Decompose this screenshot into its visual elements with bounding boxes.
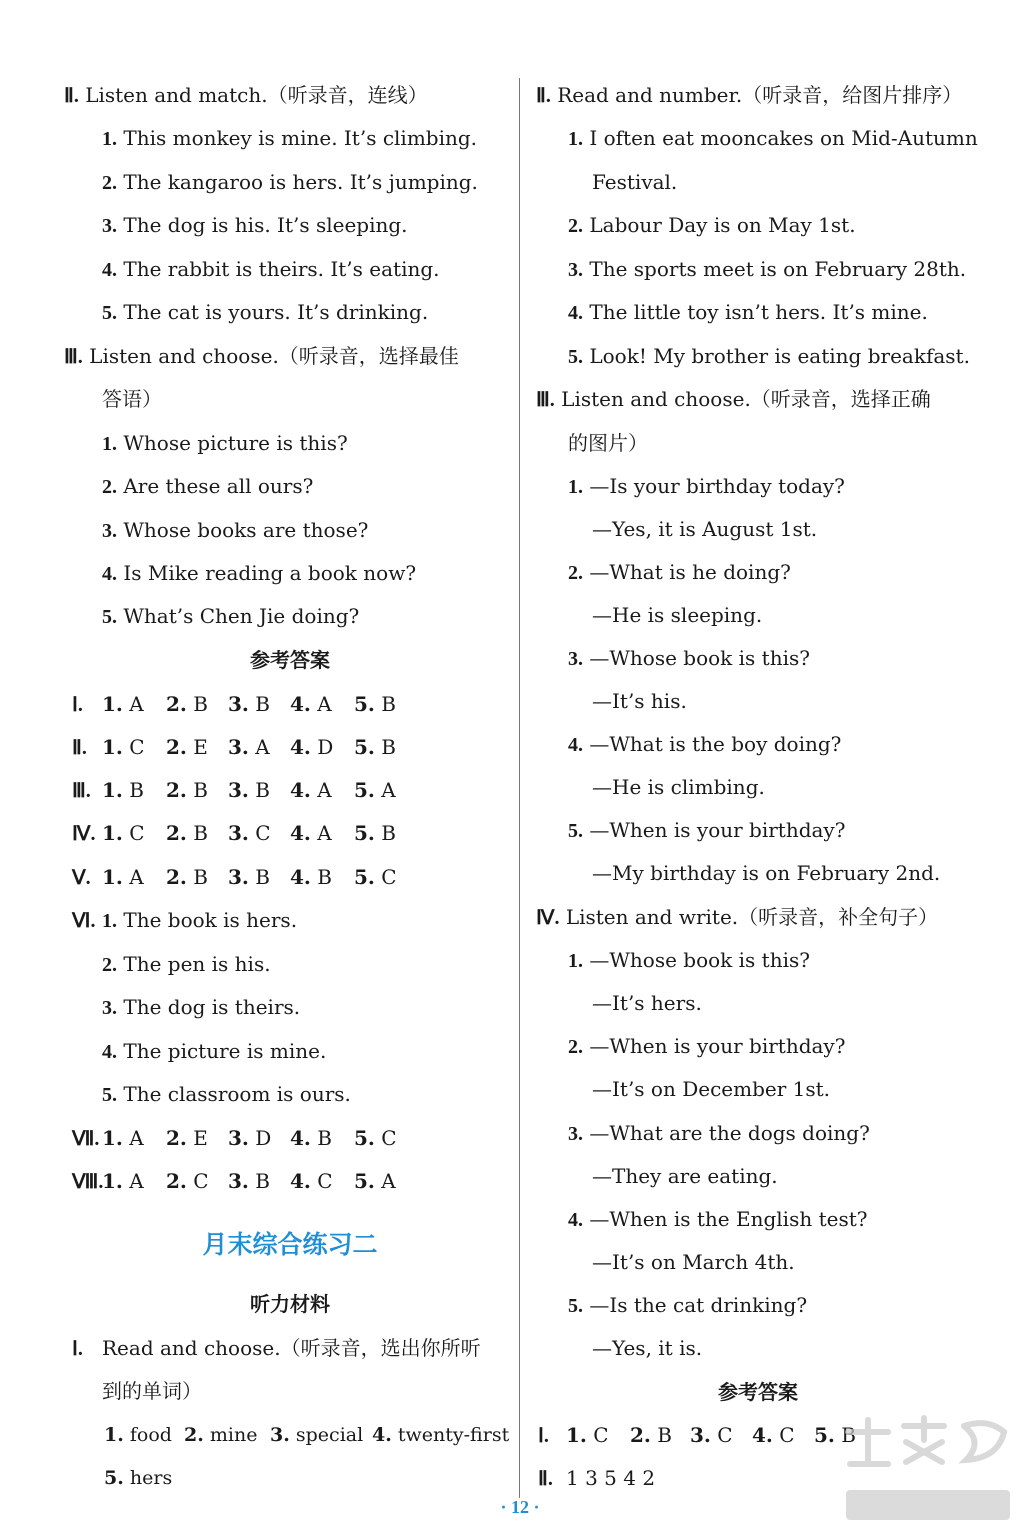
list-item <box>102 602 359 630</box>
word-text: hers <box>129 1467 173 1489</box>
answer-letter: B <box>841 1423 856 1447</box>
question-text: —Whose book is this? <box>589 948 810 972</box>
answer-letter: C <box>317 1169 333 1193</box>
answer-row <box>538 1464 655 1492</box>
answer-number: 5. <box>814 1423 835 1447</box>
right-iii-header <box>536 385 931 413</box>
list-item <box>102 472 313 500</box>
dialogue-a: —Yes, it is August 1st. <box>592 517 818 541</box>
item-number: 2. <box>102 476 117 498</box>
item-number: 3. <box>102 997 117 1019</box>
answer-letter: C <box>717 1423 733 1447</box>
header-text: Listen and write.（听录音，补全句子） <box>565 905 939 929</box>
answer-number: 4. <box>290 821 311 845</box>
dialogue-a: —He is sleeping. <box>592 603 763 627</box>
answer-letter: B <box>255 692 270 716</box>
word-text: mine <box>209 1424 258 1446</box>
answer-number: 5. <box>354 1126 375 1150</box>
word-number: 5. <box>104 1467 124 1489</box>
answer-letter: A <box>317 692 332 716</box>
answer-letter: A <box>317 821 332 845</box>
item-text: The dog is theirs. <box>123 995 301 1019</box>
answers-heading: 参考答案 <box>718 1380 798 1404</box>
answer-letter: C <box>193 1169 209 1193</box>
answer-number: 4. <box>290 865 311 889</box>
answer-row <box>72 690 396 718</box>
roman-numeral: Ⅱ. <box>536 85 551 107</box>
item-number: 1. <box>568 476 583 498</box>
answer-letter: B <box>255 778 270 802</box>
item-number: 3. <box>568 259 583 281</box>
item-text: The little toy isn’t hers. It’s mine. <box>589 300 928 324</box>
answer-letter: C <box>129 735 145 759</box>
item-text: What’s Chen Jie doing? <box>123 604 360 628</box>
page-number: · 12 · <box>500 1497 540 1517</box>
roman-numeral: Ⅲ. <box>64 346 83 368</box>
answer-letter: E <box>193 735 208 759</box>
roman-numeral: Ⅰ. <box>538 1425 549 1447</box>
item-number: 4. <box>568 1209 583 1231</box>
answer-letter: C <box>381 1126 397 1150</box>
answer-number: 4. <box>290 1126 311 1150</box>
answer-letter: C <box>129 821 145 845</box>
answer-letter: B <box>193 692 208 716</box>
dialogue-q <box>568 1119 870 1147</box>
list-item <box>102 429 348 457</box>
item-number: 2. <box>568 562 583 584</box>
answers-heading: 参考答案 <box>250 648 330 672</box>
roman-numeral: Ⅱ. <box>72 737 87 759</box>
answer-number: 5. <box>354 1169 375 1193</box>
answer-letter: B <box>193 821 208 845</box>
answer-number: 1. <box>102 735 123 759</box>
item-number: 4. <box>568 734 583 756</box>
answer-number: 3. <box>228 778 249 802</box>
answer-letter: B <box>255 865 270 889</box>
answer-number: 2. <box>630 1423 651 1447</box>
item-text: Are these all ours? <box>123 474 314 498</box>
roman-numeral: Ⅶ. <box>72 1128 100 1150</box>
answer-number: 3. <box>228 735 249 759</box>
item-text: The cat is yours. It’s drinking. <box>123 300 429 324</box>
answer-letter: B <box>193 865 208 889</box>
answer-letter: B <box>381 821 396 845</box>
word-text: special <box>295 1424 364 1446</box>
list-item <box>102 255 440 283</box>
answer-number: 5. <box>354 821 375 845</box>
answer-number: 4. <box>752 1423 773 1447</box>
dialogue-q <box>568 946 810 974</box>
answer-letter: A <box>317 778 332 802</box>
item-text: The book is hers. <box>123 908 298 932</box>
dialogue-q <box>568 558 791 586</box>
question-text: —Is your birthday today? <box>589 474 845 498</box>
question-text: —When is your birthday? <box>589 818 846 842</box>
answer-number: 3. <box>228 1169 249 1193</box>
answer-letter: A <box>129 692 144 716</box>
answer-letter: C <box>779 1423 795 1447</box>
item-text: Labour Day is on May 1st. <box>589 213 856 237</box>
answer-sequence: 1 3 5 4 2 <box>566 1466 656 1490</box>
header-continuation: 答语） <box>102 387 162 411</box>
roman-numeral: Ⅰ. <box>72 1338 83 1360</box>
item-number: 1. <box>568 128 583 150</box>
answer-number: 3. <box>228 1126 249 1150</box>
item-text: The dog is his. It’s sleeping. <box>123 213 408 237</box>
answer-letter: C <box>381 865 397 889</box>
item-number: 3. <box>568 648 583 670</box>
word-list <box>104 1421 509 1449</box>
answer-letter: A <box>129 1126 144 1150</box>
left-vi-header <box>72 906 297 934</box>
word-list-last <box>104 1464 172 1492</box>
item-number: 1. <box>102 128 117 150</box>
dialogue-q <box>568 1032 845 1060</box>
roman-numeral: Ⅲ. <box>72 780 91 802</box>
answer-row <box>538 1421 856 1449</box>
header-text: Read and number.（听录音，给图片排序） <box>557 83 963 107</box>
item-number: 2. <box>568 1036 583 1058</box>
item-number: 4. <box>102 259 117 281</box>
list-item <box>568 255 966 283</box>
question-text: —When is your birthday? <box>589 1034 846 1058</box>
item-number: 2. <box>102 954 117 976</box>
dialogue-q <box>568 644 810 672</box>
answer-number: 2. <box>166 735 187 759</box>
roman-numeral: Ⅳ. <box>72 823 96 845</box>
dialogue-q <box>568 472 845 500</box>
answer-number: 3. <box>228 692 249 716</box>
answer-number: 3. <box>228 821 249 845</box>
word-number: 4. <box>372 1424 392 1446</box>
item-text: The rabbit is theirs. It’s eating. <box>123 257 440 281</box>
answer-number: 5. <box>354 692 375 716</box>
answer-number: 4. <box>290 778 311 802</box>
word-number: 3. <box>270 1424 290 1446</box>
left-iii-header <box>64 342 459 370</box>
header-text: Read and choose.（听录音，选出你所听 <box>102 1336 481 1360</box>
answer-letter: B <box>657 1423 672 1447</box>
answer-number: 2. <box>166 821 187 845</box>
roman-numeral: Ⅴ. <box>72 867 91 889</box>
question-text: —When is the English test? <box>589 1207 868 1231</box>
question-text: —What are the dogs doing? <box>589 1121 870 1145</box>
item-text: Whose books are those? <box>123 518 369 542</box>
list-item <box>102 516 368 544</box>
roman-numeral: Ⅵ. <box>72 910 96 932</box>
answer-number: 1. <box>102 865 123 889</box>
answer-letter: A <box>381 1169 396 1193</box>
answer-row <box>72 1124 397 1152</box>
roman-numeral: Ⅰ. <box>72 694 83 716</box>
question-text: —Is the cat drinking? <box>589 1293 808 1317</box>
dialogue-q <box>568 730 841 758</box>
item-text: Whose picture is this? <box>123 431 348 455</box>
item-number: 5. <box>568 1295 583 1317</box>
header-continuation: 到的单词） <box>102 1379 202 1403</box>
roman-numeral: Ⅱ. <box>64 85 79 107</box>
list-item <box>102 559 416 587</box>
dialogue-a: —My birthday is on February 2nd. <box>592 861 941 885</box>
list-item <box>568 342 970 370</box>
dialogue-q <box>568 1291 807 1319</box>
answer-number: 2. <box>166 692 187 716</box>
roman-numeral: Ⅷ. <box>72 1171 104 1193</box>
answer-letter: C <box>255 821 271 845</box>
word-text: food <box>129 1424 172 1446</box>
answer-number: 1. <box>102 821 123 845</box>
answer-number: 4. <box>290 735 311 759</box>
item-text: The kangaroo is hers. It’s jumping. <box>123 170 478 194</box>
list-item <box>568 298 928 326</box>
answer-number: 2. <box>166 865 187 889</box>
item-number: 1. <box>568 950 583 972</box>
answer-number: 5. <box>354 735 375 759</box>
item-number: 2. <box>102 172 117 194</box>
answer-number: 1. <box>102 1169 123 1193</box>
answer-letter: C <box>593 1423 609 1447</box>
answer-number: 2. <box>166 1169 187 1193</box>
answer-letter: A <box>129 1169 144 1193</box>
answer-row <box>72 776 396 804</box>
list-item <box>568 211 856 239</box>
roman-numeral: Ⅳ. <box>536 907 560 929</box>
list-item <box>568 124 978 152</box>
answer-row <box>72 819 396 847</box>
answer-number: 2. <box>166 1126 187 1150</box>
answer-letter: A <box>129 865 144 889</box>
answer-number: 1. <box>566 1423 587 1447</box>
answer-letter: D <box>255 1126 272 1150</box>
roman-numeral: Ⅲ. <box>536 389 555 411</box>
answer-letter: E <box>193 1126 208 1150</box>
item-number: 4. <box>102 1041 117 1063</box>
answer-letter: B <box>317 1126 332 1150</box>
right-ii-header <box>536 81 962 109</box>
answer-letter: B <box>381 692 396 716</box>
answer-letter: B <box>317 865 332 889</box>
item-text: The picture is mine. <box>123 1039 327 1063</box>
list-item-continuation: Festival. <box>592 170 678 194</box>
dialogue-q <box>568 1205 867 1233</box>
item-text: Look! My brother is eating breakfast. <box>589 344 970 368</box>
dialogue-a: —They are eating. <box>592 1164 778 1188</box>
listening-heading: 听力材料 <box>250 1292 330 1316</box>
word-number: 2. <box>184 1424 204 1446</box>
dialogue-a: —It’s his. <box>592 689 687 713</box>
answer-row <box>72 733 396 761</box>
header-continuation: 的图片） <box>568 431 648 455</box>
question-text: —What is he doing? <box>589 560 791 584</box>
item-number: 1. <box>102 433 117 455</box>
dialogue-a: —It’s on March 4th. <box>592 1250 795 1274</box>
answer-number: 5. <box>354 865 375 889</box>
dialogue-a: —Yes, it is. <box>592 1336 703 1360</box>
word-number: 1. <box>104 1424 124 1446</box>
item-number: 3. <box>568 1123 583 1145</box>
answer-letter: A <box>255 735 270 759</box>
answer-letter: B <box>255 1169 270 1193</box>
list-item <box>102 211 408 239</box>
dialogue-q <box>568 816 845 844</box>
answer-letter: D <box>317 735 334 759</box>
answer-number: 4. <box>290 692 311 716</box>
item-number: 5. <box>102 302 117 324</box>
answer-letter: A <box>381 778 396 802</box>
section-title: 月末综合练习二 <box>202 1230 378 1259</box>
header-text: Listen and choose.（听录音，选择正确 <box>561 387 931 411</box>
item-text: The pen is his. <box>123 952 271 976</box>
answer-letter: B <box>129 778 144 802</box>
item-number: 3. <box>102 215 117 237</box>
item-number: 4. <box>568 302 583 324</box>
answer-number: 4. <box>290 1169 311 1193</box>
item-number: 5. <box>102 1084 117 1106</box>
list-item <box>102 1037 326 1065</box>
item-number: 5. <box>102 606 117 628</box>
item-text: This monkey is mine. It’s climbing. <box>123 126 478 150</box>
header-text: Listen and match.（听录音，连线） <box>85 83 428 107</box>
answer-row <box>72 1167 396 1195</box>
item-text: The classroom is ours. <box>123 1082 351 1106</box>
answer-number: 2. <box>166 778 187 802</box>
answer-number: 1. <box>102 692 123 716</box>
item-number: 5. <box>568 346 583 368</box>
question-text: —Whose book is this? <box>589 646 810 670</box>
item-text: I often eat mooncakes on Mid-Autumn <box>589 126 978 150</box>
item-number: 4. <box>102 563 117 585</box>
answer-letter: B <box>193 778 208 802</box>
answer-row <box>72 863 397 891</box>
word-text: twenty-first <box>397 1424 510 1446</box>
answer-number: 5. <box>354 778 375 802</box>
answer-number: 1. <box>102 1126 123 1150</box>
answer-number: 3. <box>690 1423 711 1447</box>
question-text: —What is the boy doing? <box>589 732 842 756</box>
answer-number: 3. <box>228 865 249 889</box>
item-number: 5. <box>568 820 583 842</box>
dialogue-a: —He is climbing. <box>592 775 765 799</box>
column-divider <box>519 78 520 1498</box>
left-i-header <box>72 1334 481 1362</box>
list-item <box>102 950 271 978</box>
roman-numeral: Ⅱ. <box>538 1468 553 1490</box>
item-number: 3. <box>102 520 117 542</box>
left-ii-header <box>64 81 428 109</box>
answer-letter: B <box>381 735 396 759</box>
item-number: 1. <box>102 910 117 932</box>
list-item <box>102 993 300 1021</box>
list-item <box>102 298 428 326</box>
answer-number: 1. <box>102 778 123 802</box>
watermark-logo-icon <box>840 1412 1016 1528</box>
dialogue-a: —It’s on December 1st. <box>592 1077 831 1101</box>
list-item <box>102 124 477 152</box>
list-item <box>102 168 478 196</box>
item-text: The sports meet is on February 28th. <box>589 257 967 281</box>
dialogue-a: —It’s hers. <box>592 991 702 1015</box>
item-number: 2. <box>568 215 583 237</box>
item-text: Is Mike reading a book now? <box>123 561 417 585</box>
header-text: Listen and choose.（听录音，选择最佳 <box>89 344 459 368</box>
list-item <box>102 1080 351 1108</box>
right-iv-header <box>536 903 938 931</box>
